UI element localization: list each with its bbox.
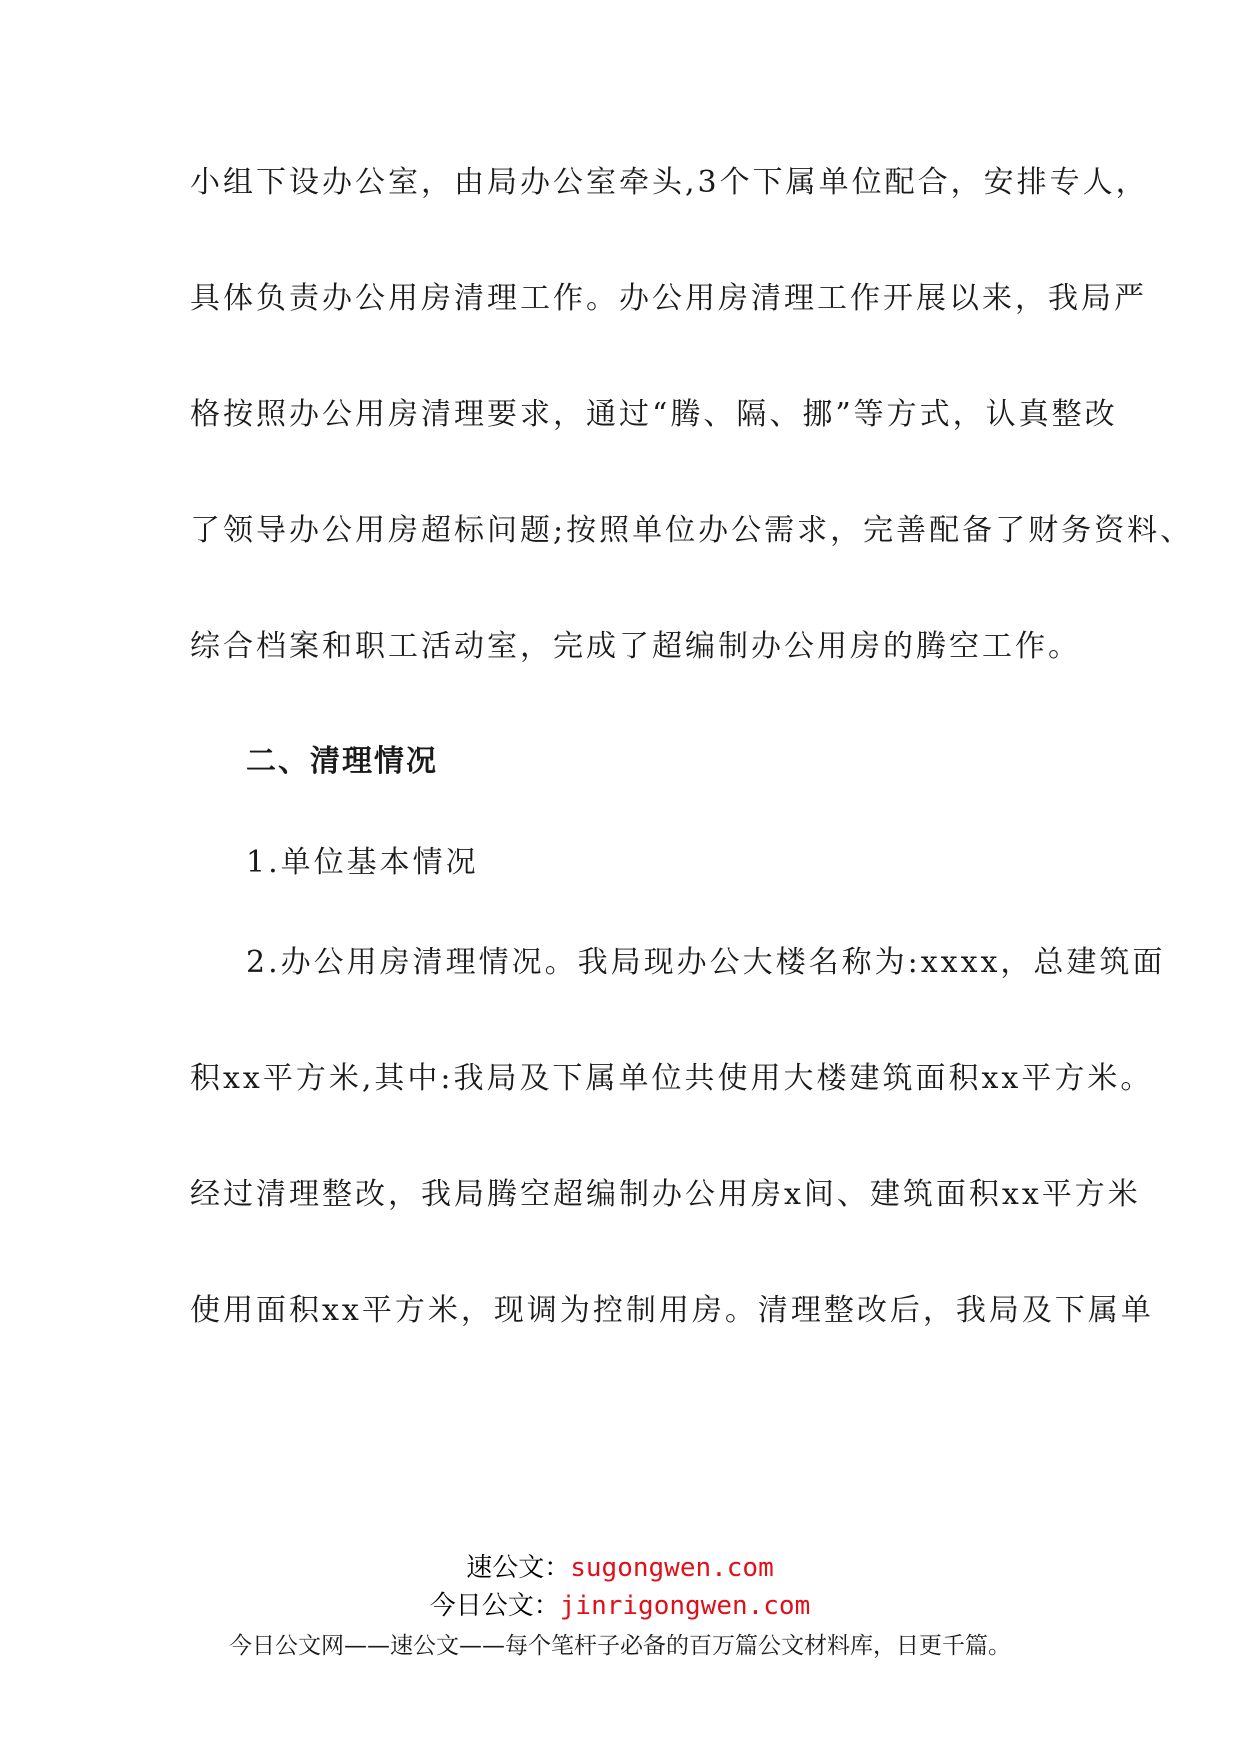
paragraph-line: 2.办公用房清理情况。我局现办公大楼名称为:xxxx，总建筑面 [246,945,1166,980]
footer-jinrigongwen [0,1589,1240,1623]
paragraph-line: 使用面积xx平方米，现调为控制用房。清理整改后，我局及下属单 [190,1293,1154,1328]
footer-label-jinrigongwen: 今日公文： [429,1591,560,1621]
footer-tagline: 今日公文网——速公文——每个笔杆子必备的百万篇公文材料库，日更千篇。 [229,1633,1011,1659]
footer-sugongwen [0,1551,1240,1585]
footer-label-sugongwen: 速公文： [466,1553,571,1583]
paragraph-line: 积xx平方米,其中:我局及下属单位共使用大楼建筑面积xx平方米。 [190,1061,1154,1096]
paragraph-line: 综合档案和职工活动室，完成了超编制办公用房的腾空工作。 [190,629,1081,664]
paragraph-line: 小组下设办公室，由局办公室牵头,3个下属单位配合，安排专人， [190,165,1149,200]
paragraph-line: 格按照办公用房清理要求，通过“腾、隔、挪”等方式，认真整改 [190,397,1118,432]
section-heading: 二、清理情况 [246,744,438,779]
paragraph-line: 具体负责办公用房清理工作。办公用房清理工作开展以来，我局严 [190,281,1147,316]
footer-link-jinrigongwen[interactable]: jinrigongwen.com [559,1591,811,1621]
footer-link-sugongwen[interactable]: sugongwen.com [570,1553,774,1583]
paragraph-line: 了领导办公用房超标问题;按照单位办公需求，完善配备了财务资料、 [190,513,1194,548]
paragraph-line: 经过清理整改，我局腾空超编制办公用房x间、建筑面积xx平方米 [190,1177,1141,1212]
list-item: 1.单位基本情况 [246,845,479,880]
